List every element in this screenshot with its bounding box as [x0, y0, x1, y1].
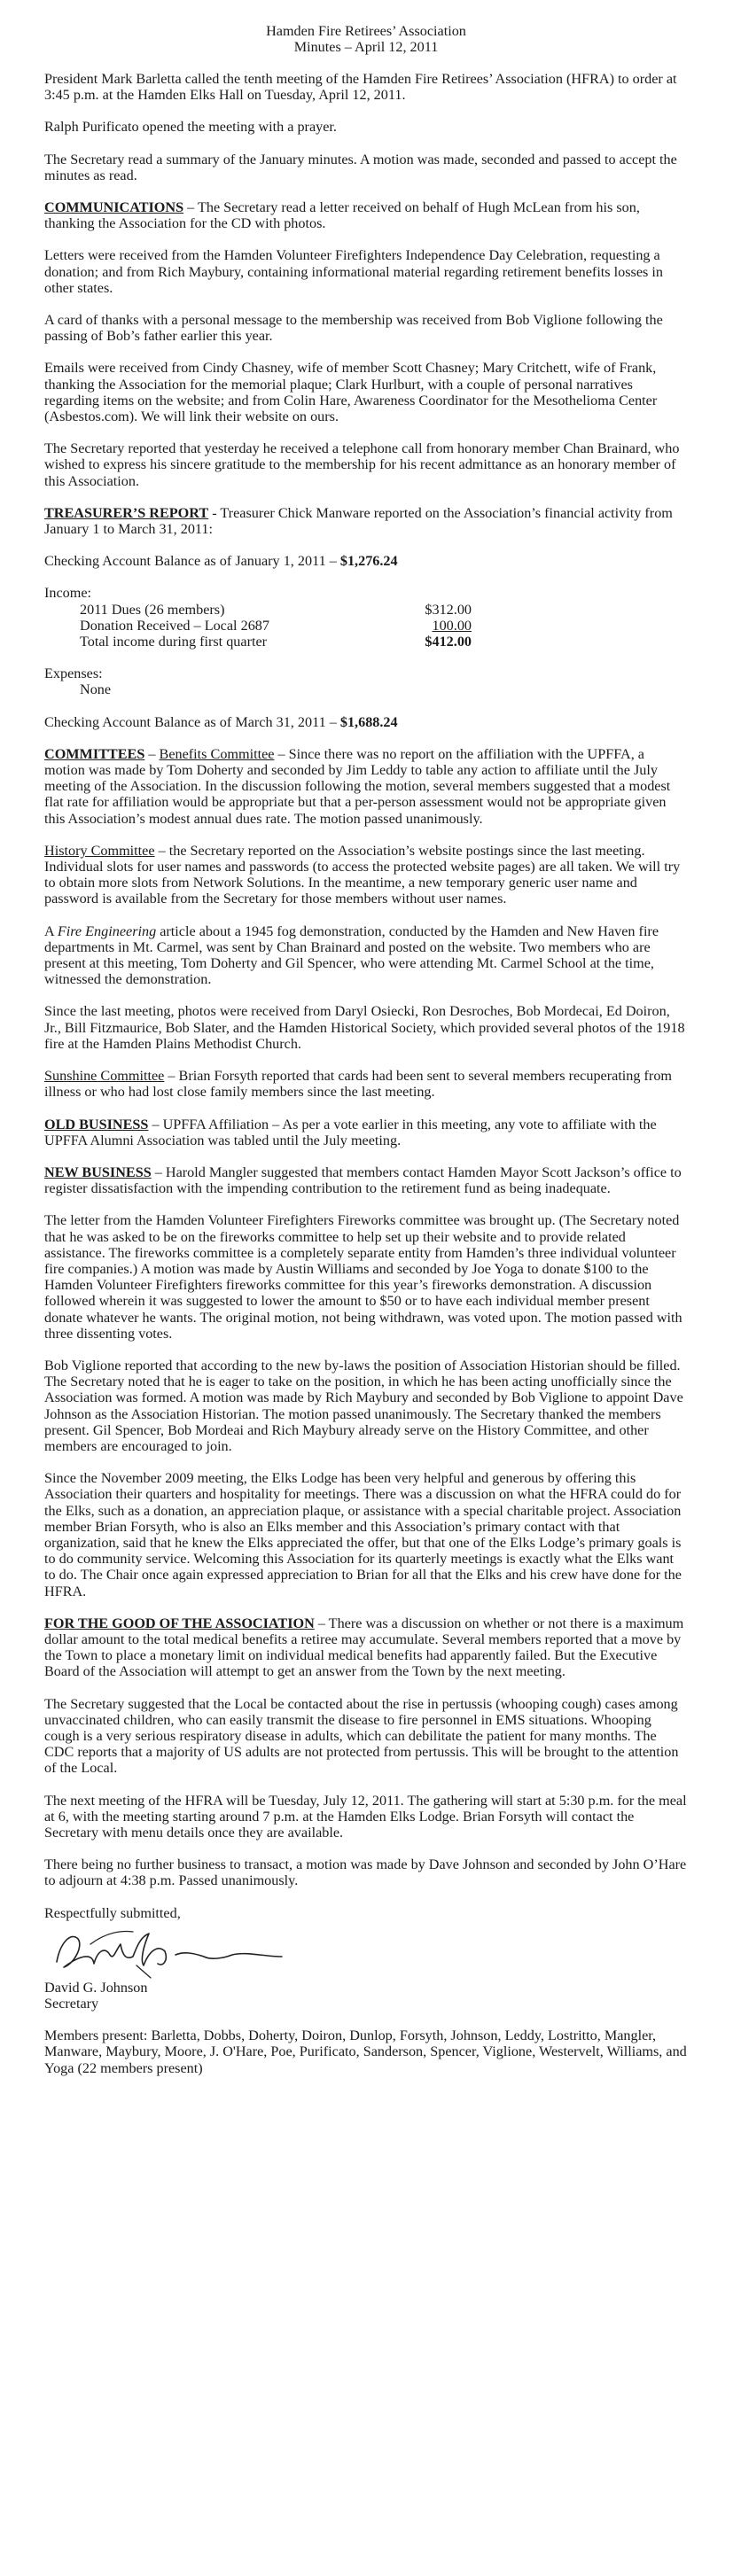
good-of-association-text: – There was a discussion on whether or not there is a maximum dollar amount to the total medical benefits a retiree may accumulate. Several members reported that a move by the Town to place a monetary limit on individual medical benefits had apparently failed. But the Executive Board of the Association will attempt to get an answer from the Town by the next meeting. [44, 1615, 684, 1680]
pertussis-paragraph: The Secretary suggested that the Local be contacted about the rise in pertussis (whooping cough) cases among unvaccinated children, who can easily transmit the disease to fire personnel in EMS situations. Whooping cough is a very serious respiratory disease in adults, which can debilitate the patient for many months. The CDC reports that a majority of US adults are not protected from pertussis. This will be brought to the attention of the Local. [44, 1695, 679, 1777]
signoff: Respectfully submitted, [44, 1904, 181, 1921]
old-business-heading: OLD BUSINESS [44, 1116, 149, 1132]
new-business-paragraph [44, 1164, 688, 1196]
new-business-text: – Harold Mangler suggested that members contact Hamden Mayor Scott Jackson’s office to register dissatisfaction with the impending contribution to the retirement fund as being inadequate. [44, 1163, 682, 1197]
minutes-date: Minutes – April 12, 2011 [293, 39, 439, 55]
income-item-label: 2011 Dues (26 members) [80, 601, 225, 618]
closing-balance [44, 714, 688, 730]
communications-text: – The Secretary read a letter received on behalf of Hugh McLean from his son, thanking the Association for the CD with photos. [44, 199, 640, 232]
committees-heading: COMMITTEES [44, 745, 145, 762]
secretary-role: Secretary [44, 1996, 99, 2012]
good-of-association-heading: FOR THE GOOD OF THE ASSOCIATION [44, 1615, 315, 1631]
intro-minutes-read: The Secretary read a summary of the January minutes. A motion was made, seconded and passed to accept the minutes as read. [44, 151, 677, 183]
communications-letters: Letters were received from the Hamden Volunteer Firefighters Independence Day Celebration, requesting a donation; and from Rich Maybury, containing informational material regarding retirement benefits losses in other states. [44, 247, 663, 296]
opening-balance-value: $1,276.24 [339, 553, 398, 570]
photos-paragraph: Since the last meeting, photos were received from Daryl Osiecki, Ron Desroches, Bob Mordecai, Ed Doiron, Jr., Bill Fitzmaurice, Bob Slater, and the Hamden Historical Society, which provided several photos of the 1918 fire at the Hamden Plains Methodist Church. [44, 1003, 685, 1052]
opening-balance [44, 553, 688, 569]
elks-paragraph: Since the November 2009 meeting, the Elks Lodge has been very helpful and generous by offering this Association their quarters and hospitality for meetings. There was a discussion on what the HFRA could do for the Elks, such as a donation, an appreciation plaque, or assistance with a special charitable project. Association member Brian Forsyth, who is also an Elks member and this Association’s primary contact with that organization, said that he knew the Elks appreciated the offer, but that one of the Elks Lodge’s primary goals is to do community service. Welcoming this Association for its quarterly meetings is exactly what the Elks want to do. The Chair once again expressed appreciation to Brian for all that the Elks and his crew have done for the HFRA. [44, 1470, 682, 1599]
income-label: Income: [44, 585, 92, 602]
history-committee-paragraph [44, 843, 688, 907]
expenses-block [44, 665, 688, 697]
benefits-committee-text: – Since there was no report on the affiliation with the UPFFA, a motion was made by Tom Doherty and seconded by Jim Leddy to table any action to affiliate until the July meeting of the Association. In the discussion following the motion, several members suggested that a modest flat rate for affiliation would be appropriate but that a per-person assessment would not be appropriate given this Association’s modest annual dues rate. The motion passed unanimously. [44, 745, 671, 827]
income-total-label: Total income during first quarter [80, 634, 268, 650]
history-committee-text: – the Secretary reported on the Association’s website postings since the last meeting. Individual slots for user names and passwords (to access the protected website pages) are all taken. We will try to obtain more slots from Network Solutions. In the meantime, a new temporary generic user name and password is available from the Secretary for those members without user names. [44, 842, 681, 907]
income-row [44, 618, 688, 634]
sunshine-committee-paragraph [44, 1068, 688, 1100]
income-total-row [44, 634, 688, 650]
communications-heading: COMMUNICATIONS [44, 199, 184, 216]
expenses-value: None [80, 681, 112, 698]
members-present: Members present: Barletta, Dobbs, Doherty, Doiron, Dunlop, Forsyth, Johnson, Leddy, Lostritto, Mangler, Manware, Maybury, Moore, J. O'Hare, Poe, Purificato, Sanderson, Spencer, Viglione, Westervelt, Williams, and Yoga (22 members present) [44, 2027, 687, 2076]
income-block [44, 585, 688, 650]
old-business-text: – UPFFA Affiliation – As per a vote earlier in this meeting, any vote to affiliate with the UPFFA Alumni Association was tabled until the July meeting. [44, 1116, 657, 1148]
expenses-label: Expenses: [44, 665, 103, 682]
fire-engineering-text: article about a 1945 fog demonstration, conducted by the Hamden and New Haven fire departments in Mt. Carmel, was sent by Chan Brainard and posted on the website. Two members who are present at this meeting, Tom Doherty and Gil Spencer, who were attending Mt. Carmel School at the time, witnessed the demonstration. [44, 922, 659, 988]
income-total-amount: $412.00 [425, 634, 472, 650]
income-item-amount: 100.00 [432, 617, 472, 634]
handwritten-signature [44, 1925, 688, 1980]
closing-balance-value: $1,688.24 [339, 713, 398, 730]
opening-balance-label: Checking Account Balance as of January 1, 2011 – [44, 553, 340, 570]
closing-balance-label: Checking Account Balance as of March 31, 2011 – [44, 713, 340, 730]
income-item-label: Donation Received – Local 2687 [80, 617, 269, 634]
sunshine-committee-label: Sunshine Committee [44, 1068, 165, 1085]
org-title: Hamden Fire Retirees’ Association [266, 23, 466, 39]
fireworks-paragraph: The letter from the Hamden Volunteer Firefighters Fireworks committee was brought up. (The Secretary noted that he was asked to be on the fireworks committee to help set up their website and to provide related assistance. The fireworks committee is a completely separate entity from Hamden’s three individual volunteer fire companies.) A motion was made by Austin Williams and seconded by Joe Yoga to donate $100 to the Hamden Volunteer Firefighters fireworks committee for this year’s fireworks demonstration. A discussion followed wherein it was suggested to lower the amount to $50 or to have each individual member present donate whatever he wants. The original motion, not being withdrawn, was voted upon. The motion passed with three dissenting votes. [44, 1212, 682, 1342]
next-meeting-paragraph: The next meeting of the HFRA will be Tuesday, July 12, 2011. The gathering will start at 5:30 p.m. for the meal at 6, with the meeting starting around 7 p.m. at the Hamden Elks Lodge. Brian Forsyth will contact the Secretary with menu details once they are available. [44, 1792, 687, 1841]
good-of-association-paragraph [44, 1615, 688, 1680]
benefits-committee-label: Benefits Committee [159, 745, 275, 762]
secretary-name: David G. Johnson [44, 1979, 148, 1996]
communications-card: A card of thanks with a personal message to the membership was received from Bob Viglione following the passing of Bob’s father earlier this year. [44, 312, 663, 345]
intro-call-to-order: President Mark Barletta called the tenth meeting of the Hamden Fire Retirees’ Association (HFRA) to order at 3:45 p.m. at the Hamden Elks Hall on Tuesday, April 12, 2011. [44, 71, 677, 104]
treasurer-heading: TREASURER’S REPORT [44, 504, 209, 521]
fire-engineering-pre: A [44, 922, 58, 939]
old-business-paragraph [44, 1117, 688, 1148]
treasurer-text: - Treasurer Chick Manware reported on the Association’s financial activity from January 1 to March 31, 2011: [44, 504, 673, 538]
sunshine-committee-text: – Brian Forsyth reported that cards had been sent to several members recuperating from illness or who had lost close family members since the last meeting. [44, 1068, 673, 1101]
new-business-heading: NEW BUSINESS [44, 1163, 152, 1180]
history-committee-label: History Committee [44, 842, 155, 859]
fire-engineering-paragraph [44, 923, 688, 988]
document-header [44, 23, 688, 55]
treasurer-paragraph [44, 505, 688, 537]
committees-paragraph: COMMITTEES – Benefits Committee – Since there was no report on the affiliation with the UPFFA, a motion was made by Tom Doherty and seconded by Jim Leddy to table any action to affiliate until the July meeting of the Association. In the discussion following the motion, several members suggested that a modest flat rate for affiliation would be appropriate but that a per-person assessment would not be appropriate given this Association’s modest annual dues rate. The motion passed unanimously. [44, 745, 671, 827]
communications-phone-call: The Secretary reported that yesterday he received a telephone call from honorary member Chan Brainard, who wished to express his sincere gratitude to the membership for his recent admittance as an honorary member of this Association. [44, 440, 680, 489]
intro-prayer: Ralph Purificato opened the meeting with a prayer. [44, 119, 337, 136]
adjournment-paragraph: There being no further business to transact, a motion was made by Dave Johnson and seconded by John O’Hare to adjourn at 4:38 p.m. Passed unanimously. [44, 1856, 687, 1889]
income-row [44, 602, 688, 618]
communications-paragraph [44, 199, 688, 231]
fire-engineering-title: Fire Engineering [57, 922, 157, 939]
historian-paragraph: Bob Viglione reported that according to the new by-laws the position of Association Historian should be filled. The Secretary noted that he is eager to take on the position, in which he has been acting unofficially since the Association was formed. A motion was made by Rich Maybury and seconded by Bob Viglione to appoint Dave Johnson as the Association Historian. The motion passed unanimously. The Secretary thanked the members present. Gil Spencer, Bob Mordeai and Rich Maybury already serve on the History Committee, and other members are encouraged to join. [44, 1357, 683, 1454]
communications-emails: Emails were received from Cindy Chasney, wife of member Scott Chasney; Mary Critchett, wife of Frank, thanking the Association for the memorial plaque; Clark Hurlburt, with a couple of personal narratives regarding items on the website; and from Colin Hare, Awareness Coordinator for the Mesothelioma Center (Asbestos.com). We will link their website on ours. [44, 360, 658, 425]
income-item-amount: $312.00 [425, 601, 472, 618]
